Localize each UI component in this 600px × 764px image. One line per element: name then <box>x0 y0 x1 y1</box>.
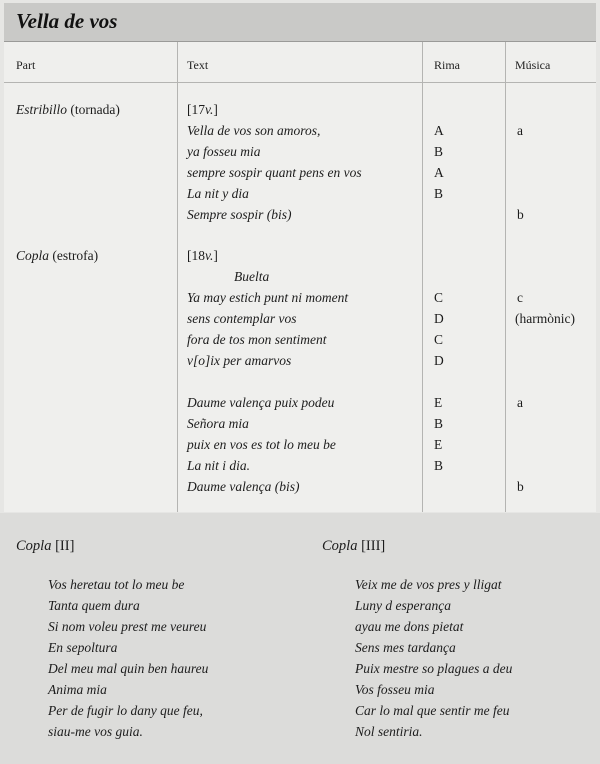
rima-value: E <box>434 395 443 410</box>
verse-line: fora de tos mon sentiment <box>187 332 327 347</box>
verse-line: Daume valença (bis) <box>187 479 300 494</box>
part-estribillo <box>16 102 120 118</box>
column-divider <box>505 42 506 512</box>
title-bar <box>4 3 596 42</box>
verse-line: Tanta quem dura <box>48 598 140 613</box>
verse-line: ayau me dons pietat <box>355 619 464 634</box>
verse-line: Veix me de vos pres y lligat <box>355 577 502 592</box>
verse-line: Nol sentiria. <box>355 724 423 739</box>
additional-coplas <box>0 513 600 764</box>
verse-line: Del meu mal quin ben haureu <box>48 661 209 676</box>
rima-value: A <box>434 165 444 180</box>
rima-value: B <box>434 144 444 159</box>
rima-value: E <box>434 437 443 452</box>
verse-line: Sempre sospir (bis) <box>187 207 292 222</box>
rima-value: C <box>434 290 444 305</box>
header-rima: Rima <box>434 58 460 72</box>
musica-value: (harmònic) <box>515 311 575 326</box>
verse-line: Daume valença puix podeu <box>187 395 335 410</box>
folio-label: [18v.] <box>187 248 218 263</box>
buelta-label: Buelta <box>234 269 270 284</box>
copla-ii-heading: Copla [II] <box>16 538 75 554</box>
header-divider <box>4 82 596 83</box>
part-suffix: (estrofa) <box>49 248 99 263</box>
verse-line: sempre sospir quant pens en vos <box>187 165 362 180</box>
rima-value: B <box>434 186 444 201</box>
musica-value: c <box>517 290 523 305</box>
rima-value: C <box>434 332 444 347</box>
verse-line: Luny d esperança <box>355 598 451 613</box>
part-name: Estribillo <box>16 102 68 117</box>
verse-line: Anima mia <box>48 682 107 697</box>
rima-value: B <box>434 416 444 431</box>
folio-label: [17v.] <box>187 102 218 117</box>
column-divider <box>422 42 423 512</box>
verse-line: En sepoltura <box>48 640 118 655</box>
verse-line: puix en vos es tot lo meu be <box>187 437 336 452</box>
verse-line: Sens mes tardança <box>355 640 456 655</box>
verse-line: Puix mestre so plagues a deu <box>355 661 513 676</box>
verse-line: ya fosseu mia <box>187 144 261 159</box>
verse-line: Car lo mal que sentir me feu <box>355 703 510 718</box>
verse-line: Señora mia <box>187 416 249 431</box>
verse-line: Vos heretau tot lo meu be <box>48 577 185 592</box>
verse-line: La nit y dia <box>187 186 249 201</box>
verse-line: Vella de vos son amoros, <box>187 123 321 138</box>
verse-line: siau-me vos guia. <box>48 724 143 739</box>
musica-value: b <box>517 207 524 222</box>
verse-line: Si nom voleu prest me veureu <box>48 619 207 634</box>
verse-line: La nit i dia. <box>187 458 251 473</box>
header-part: Part <box>16 58 36 72</box>
copla-iii-heading: Copla [III] <box>322 538 386 554</box>
verse-line: sens contemplar vos <box>187 311 297 326</box>
part-suffix: (tornada) <box>67 102 120 117</box>
verse-line: Vos fosseu mia <box>355 682 435 697</box>
part-copla <box>16 248 98 264</box>
song-structure-table <box>4 42 596 512</box>
rima-value: A <box>434 123 444 138</box>
page-title: Vella de vos <box>16 9 118 33</box>
musica-value: a <box>517 395 523 410</box>
verse-line: Per de fugir lo dany que feu, <box>48 703 203 718</box>
rima-value: D <box>434 311 444 326</box>
column-divider <box>177 42 178 512</box>
rima-value: D <box>434 353 444 368</box>
header-musica: Música <box>515 58 551 72</box>
musica-value: a <box>517 123 523 138</box>
part-name: Copla <box>16 248 50 263</box>
rima-value: B <box>434 458 444 473</box>
musica-value: b <box>517 479 524 494</box>
verse-line: Ya may estich punt ni moment <box>187 290 349 305</box>
header-text: Text <box>187 58 209 72</box>
verse-line: v[o]ix per amarvos <box>187 353 292 368</box>
